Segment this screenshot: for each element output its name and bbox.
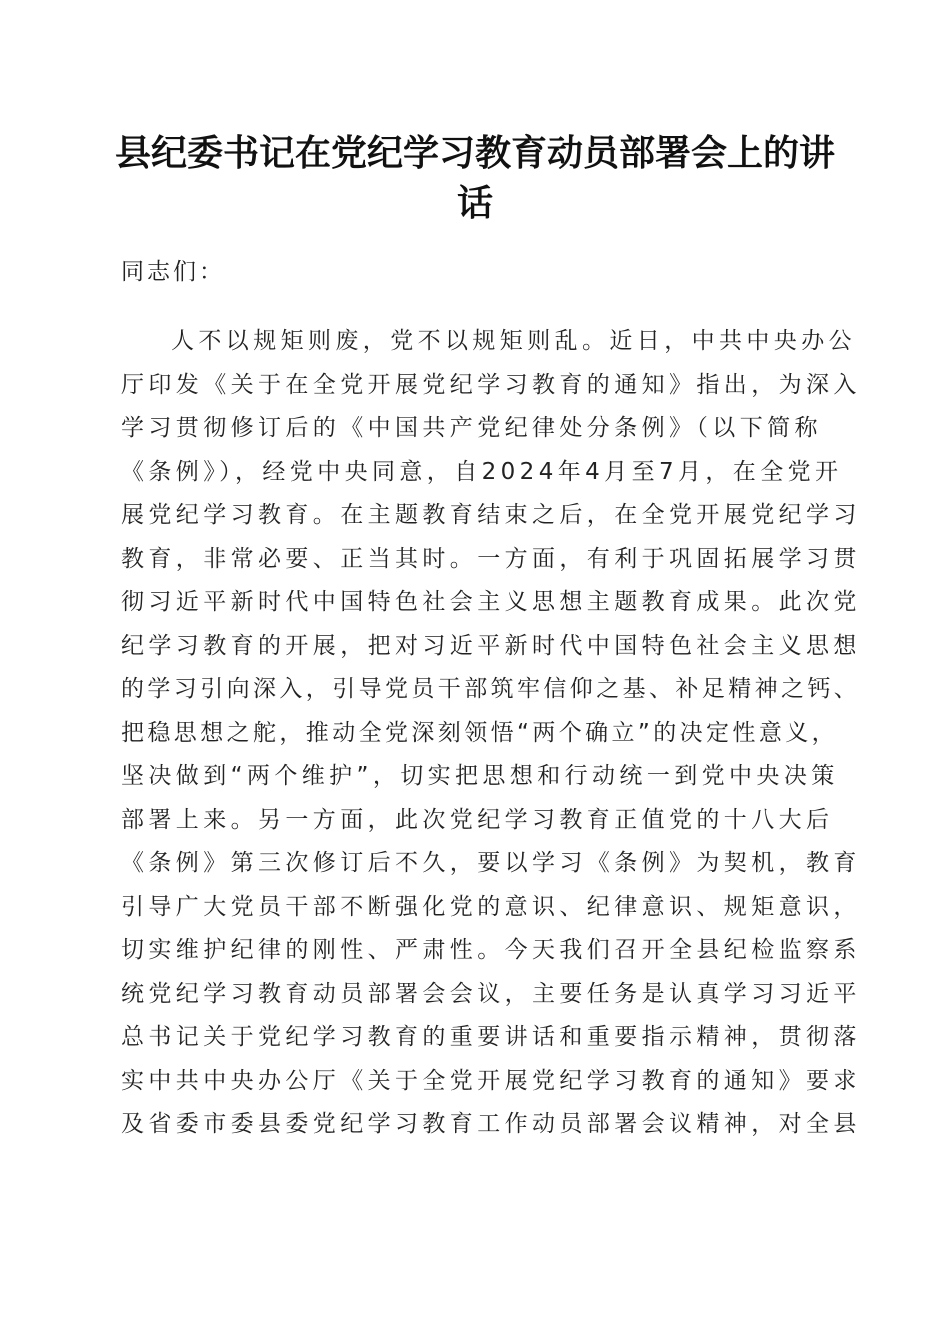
salutation: 同志们：: [121, 259, 225, 285]
body-line: 教育，非常必要、正当其时。一方面，有利于巩固拓展学习贯: [121, 545, 861, 572]
body-line: 总书记关于党纪学习教育的重要讲话和重要指示精神，贯彻落: [121, 1024, 861, 1050]
body-line: 部署上来。另一方面，此次党纪学习教育正值党的十八大后: [121, 806, 834, 833]
body-line: 《条例》），经党中央同意，自2024年4月至7月，在全党开: [121, 458, 843, 485]
body-line: 坚决做到“两个维护”，切实把思想和行动统一到党中央决策: [121, 763, 839, 789]
body-line: 实中共中央办公厅《关于全党开展党纪学习教育的通知》要求: [121, 1067, 861, 1094]
body-line: 厅印发《关于在全党开展党纪学习教育的通知》指出，为深入: [121, 371, 861, 398]
body-line: 把稳思想之舵，推动全党深刻领悟“两个确立”的决定性意义，: [121, 719, 839, 746]
document-title: [110, 128, 840, 228]
body-line: 统党纪学习教育动员部署会会议，主要任务是认真学习习近平: [121, 980, 861, 1007]
body-line: 学习贯彻修订后的《中国共产党纪律处分条例》（以下简称: [121, 415, 822, 441]
body-line: 及省委市委县委党纪学习教育工作动员部署会议精神，对全县: [121, 1111, 861, 1137]
body-line: 的学习引向深入，引导党员干部筑牢信仰之基、补足精神之钙、: [121, 676, 861, 702]
body-line: 彻习近平新时代中国特色社会主义思想主题教育成果。此次党: [121, 589, 861, 615]
body-line: 人不以规矩则废，党不以规矩则乱。近日，中共中央办公: [171, 328, 856, 354]
body-paragraph: [121, 323, 861, 1150]
body-line: 引导广大党员干部不断强化党的意识、纪律意识、规矩意识，: [121, 893, 861, 920]
body-line: 纪学习教育的开展，把对习近平新时代中国特色社会主义思想: [121, 632, 861, 659]
title-line: 话: [456, 182, 493, 224]
body-line: 切实维护纪律的刚性、严肃性。今天我们召开全县纪检监察系: [121, 937, 861, 963]
title-line: 县纪委书记在党纪学习教育动员部署会上的讲: [114, 132, 835, 174]
body-line: 《条例》第三次修订后不久，要以学习《条例》为契机，教育: [121, 850, 861, 876]
body-line: 展党纪学习教育。在主题教育结束之后，在全党开展党纪学习: [121, 502, 861, 528]
